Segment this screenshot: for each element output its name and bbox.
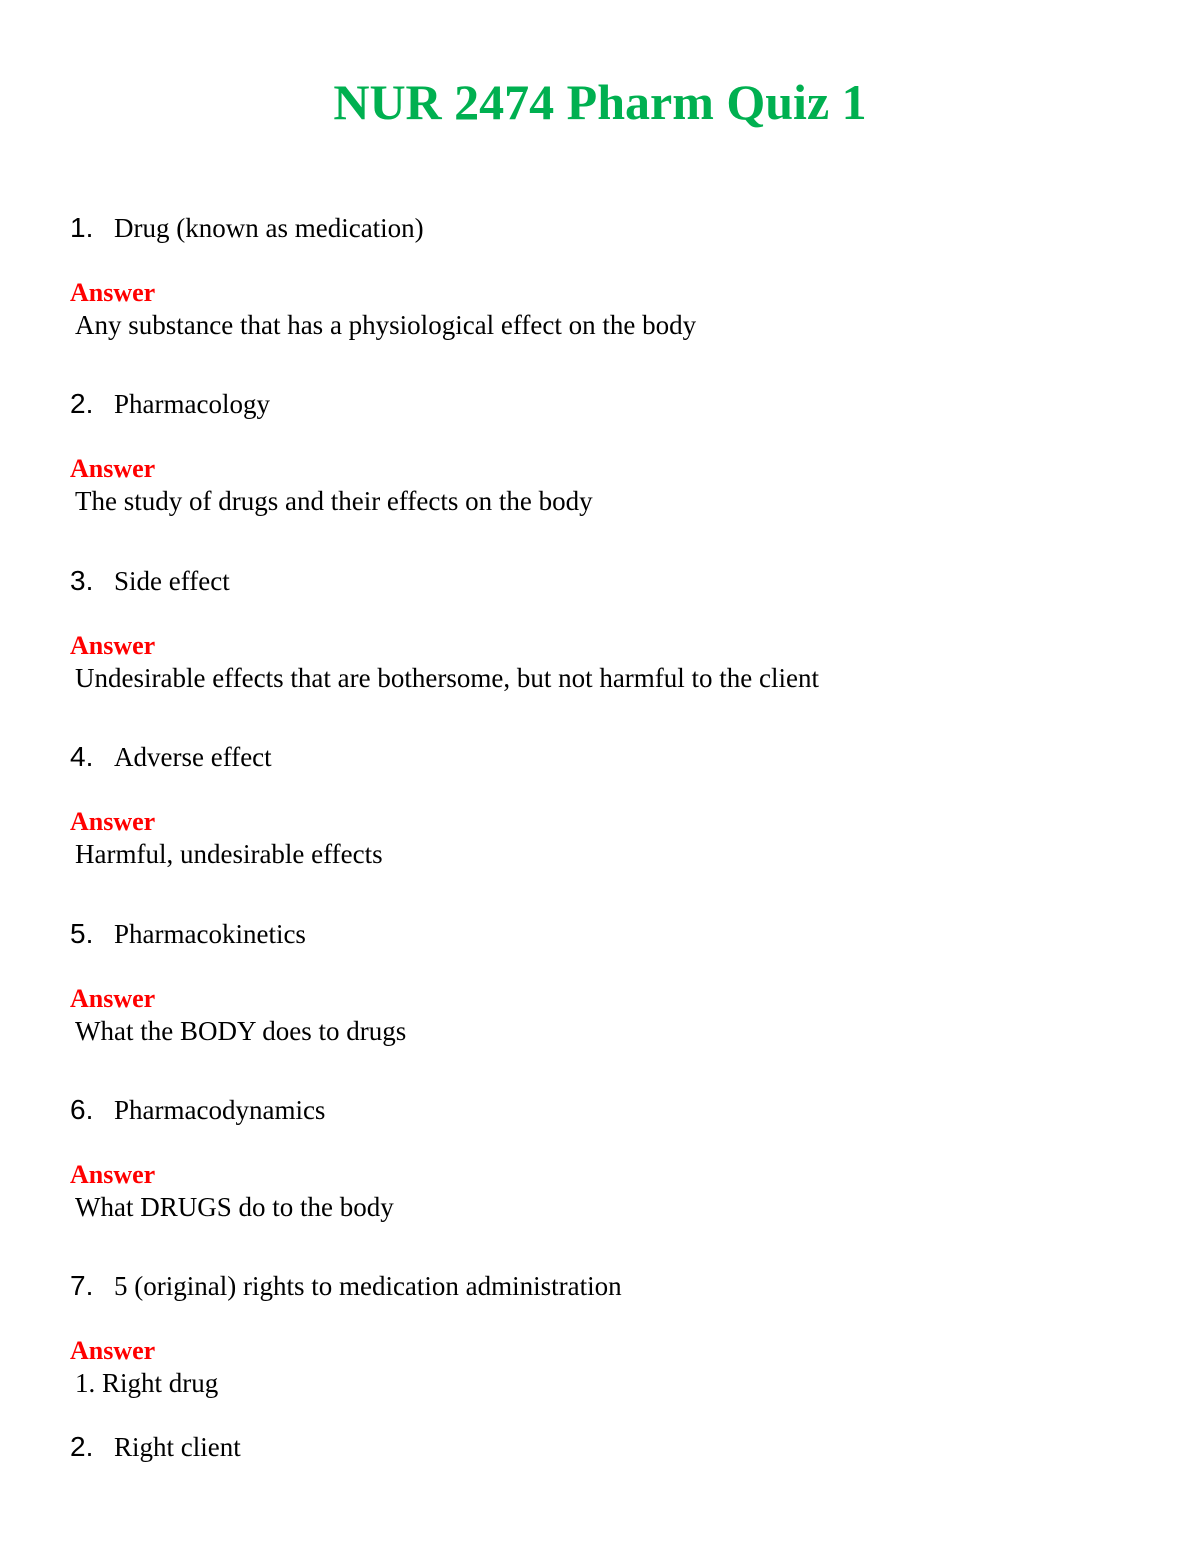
question-number: 3. (70, 564, 94, 596)
question (70, 741, 1150, 783)
question (70, 918, 1150, 960)
question-text: Pharmacokinetics (114, 918, 306, 949)
question-text: 5 (original) rights to medication administration (114, 1271, 622, 1302)
answer-label: Answer (70, 1336, 156, 1366)
question-item (70, 388, 1150, 564)
question-text: Pharmacology (114, 389, 270, 420)
answer-text: Undesirable effects that are bothersome, but not harmful to the client (75, 662, 820, 693)
question-item (70, 565, 1150, 741)
question-number: 1. (70, 212, 94, 243)
answer-text: What DRUGS do to the body (75, 1191, 394, 1222)
answer-text: The study of drugs and their effects on the body (75, 486, 593, 517)
question (70, 565, 1150, 607)
question-number: 6. (70, 1093, 94, 1125)
page-title: NUR 2474 Pharm Quiz 1 (333, 74, 867, 130)
question-item (70, 212, 1150, 388)
question-number: 4. (70, 741, 94, 773)
question-number: 5. (70, 917, 94, 949)
list-item-text: Right client (114, 1432, 241, 1462)
answer-label: Answer (70, 454, 156, 484)
question (70, 1094, 1150, 1136)
question-text: Drug (known as medication) (114, 213, 424, 243)
question-item (70, 741, 1150, 917)
answer-text: What the BODY does to drugs (75, 1015, 407, 1046)
question-list (70, 212, 1150, 1447)
answer-label: Answer (70, 1159, 156, 1189)
question-item (70, 918, 1150, 1094)
question-number: 2. (70, 388, 94, 420)
question-text: Side effect (114, 565, 230, 596)
answer-label: Answer (70, 983, 156, 1013)
answer-label: Answer (70, 278, 156, 307)
answer-text: 1. Right drug (75, 1368, 219, 1399)
question-item (70, 1270, 1150, 1446)
list-item-number: 2. (70, 1431, 94, 1462)
question (70, 388, 1150, 430)
answer-label: Answer (70, 630, 156, 660)
question-number: 7. (70, 1270, 94, 1302)
answer-label: Answer (70, 807, 156, 837)
question-text: Adverse effect (114, 742, 272, 773)
question (70, 212, 1150, 254)
question (70, 1270, 1150, 1312)
answer-list-item (70, 1431, 241, 1463)
answer-text: Harmful, undesirable effects (75, 839, 383, 870)
question-text: Pharmacodynamics (114, 1094, 326, 1125)
question-item (70, 1094, 1150, 1270)
answer-text: Any substance that has a physiological effect on the body (75, 310, 697, 340)
